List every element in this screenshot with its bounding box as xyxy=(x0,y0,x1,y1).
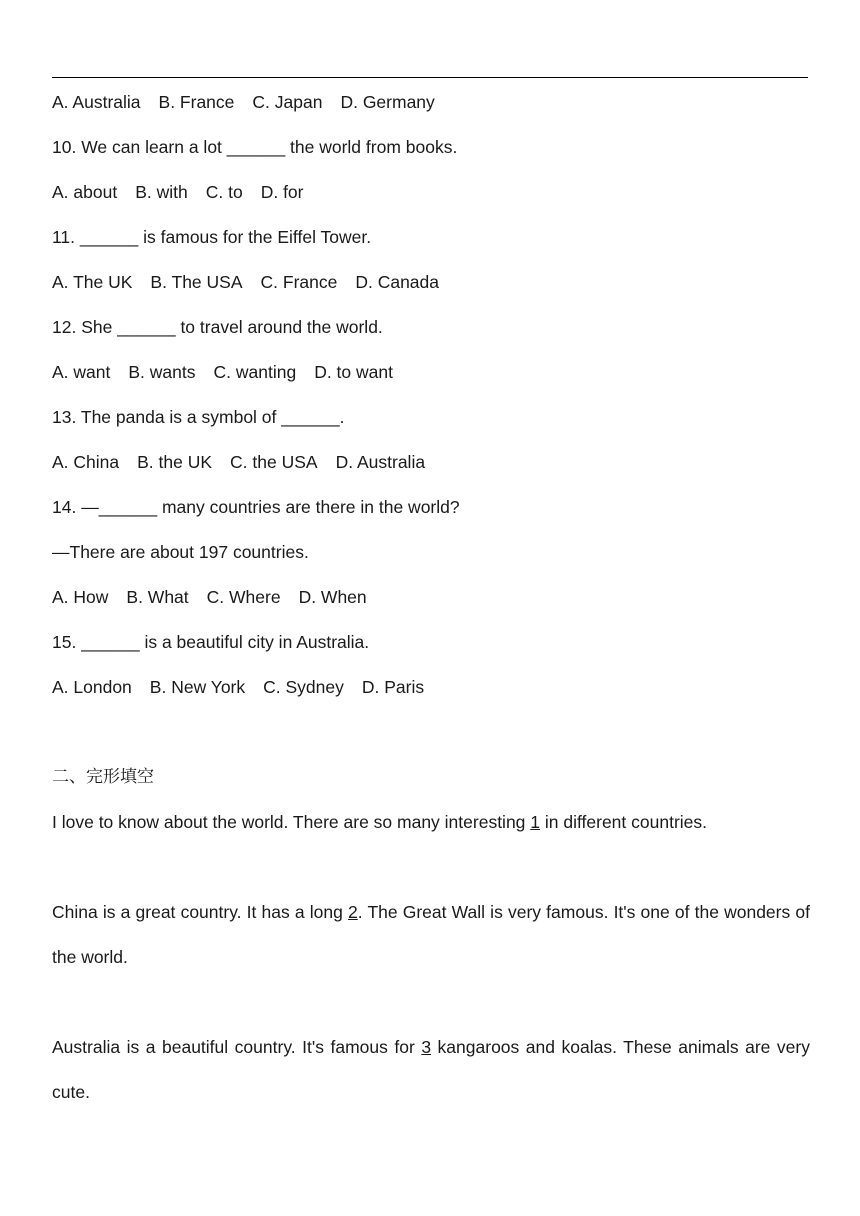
cloze-paragraph-1 xyxy=(52,800,810,845)
p3-text-after: kangaroos and koalas. These animals are very cute. xyxy=(52,1037,810,1102)
option: B. The USA xyxy=(150,272,243,292)
answer-options xyxy=(52,451,443,473)
option: B. wants xyxy=(128,362,196,382)
answer-options xyxy=(52,181,322,203)
option: A. Australia xyxy=(52,92,141,112)
option: B. with xyxy=(135,182,188,202)
option: B. France xyxy=(158,92,235,112)
cloze-paragraph-3 xyxy=(52,1025,810,1115)
option: C. Japan xyxy=(252,92,323,112)
option: B. New York xyxy=(149,677,246,697)
option: A. China xyxy=(52,452,120,472)
question-text: 11. ______ is famous for the Eiffel Tower. xyxy=(52,227,372,247)
option: C. France xyxy=(260,272,338,292)
answer-options xyxy=(52,676,442,698)
option: D. Australia xyxy=(335,452,426,472)
answer-options xyxy=(52,271,457,293)
option: C. wanting xyxy=(213,362,297,382)
cloze-paragraph-2 xyxy=(52,890,810,980)
option: C. Sydney xyxy=(263,677,344,697)
answer-options xyxy=(52,361,411,383)
p3-text-before: Australia is a beautiful country. It's famous for xyxy=(52,1037,422,1057)
section-heading-cloze: 二、完形填空 xyxy=(52,767,154,787)
option: A. How xyxy=(52,587,109,607)
option: B. the UK xyxy=(137,452,213,472)
question-text: 15. ______ is a beautiful city in Australia. xyxy=(52,632,370,652)
option: D. Paris xyxy=(361,677,425,697)
option: A. The UK xyxy=(52,272,133,292)
blank-2: 2 xyxy=(348,902,358,922)
option: C. to xyxy=(205,182,243,202)
option: A. want xyxy=(52,362,111,382)
question-text: 13. The panda is a symbol of ______. xyxy=(52,407,345,427)
p2-text-after: . The Great Wall is very famous. It's one of the wonders of the world. xyxy=(52,902,810,967)
p1-text-before: I love to know about the world. There are so many interesting xyxy=(52,812,531,832)
option: D. Germany xyxy=(340,92,435,112)
option: D. for xyxy=(260,182,304,202)
question-text: 14. —______ many countries are there in the world? xyxy=(52,497,460,517)
option: C. Where xyxy=(206,587,281,607)
option: A. London xyxy=(52,677,132,697)
blank-3: 3 xyxy=(421,1037,432,1057)
answer-options xyxy=(52,586,385,608)
option: D. When xyxy=(298,587,367,607)
p1-text-after: in different countries. xyxy=(540,812,708,832)
blank-1: 1 xyxy=(530,812,541,832)
header-rule xyxy=(52,77,808,78)
p2-text-before: China is a great country. It has a long xyxy=(52,902,349,922)
question-text: 10. We can learn a lot ______ the world from books. xyxy=(52,137,458,157)
option: D. Canada xyxy=(355,272,440,292)
option: D. to want xyxy=(314,362,393,382)
option: C. the USA xyxy=(230,452,318,472)
option: B. What xyxy=(126,587,189,607)
question-text: —There are about 197 countries. xyxy=(52,542,309,562)
question-text: 12. She ______ to travel around the world. xyxy=(52,317,383,337)
answer-options xyxy=(52,91,453,113)
option: A. about xyxy=(52,182,118,202)
